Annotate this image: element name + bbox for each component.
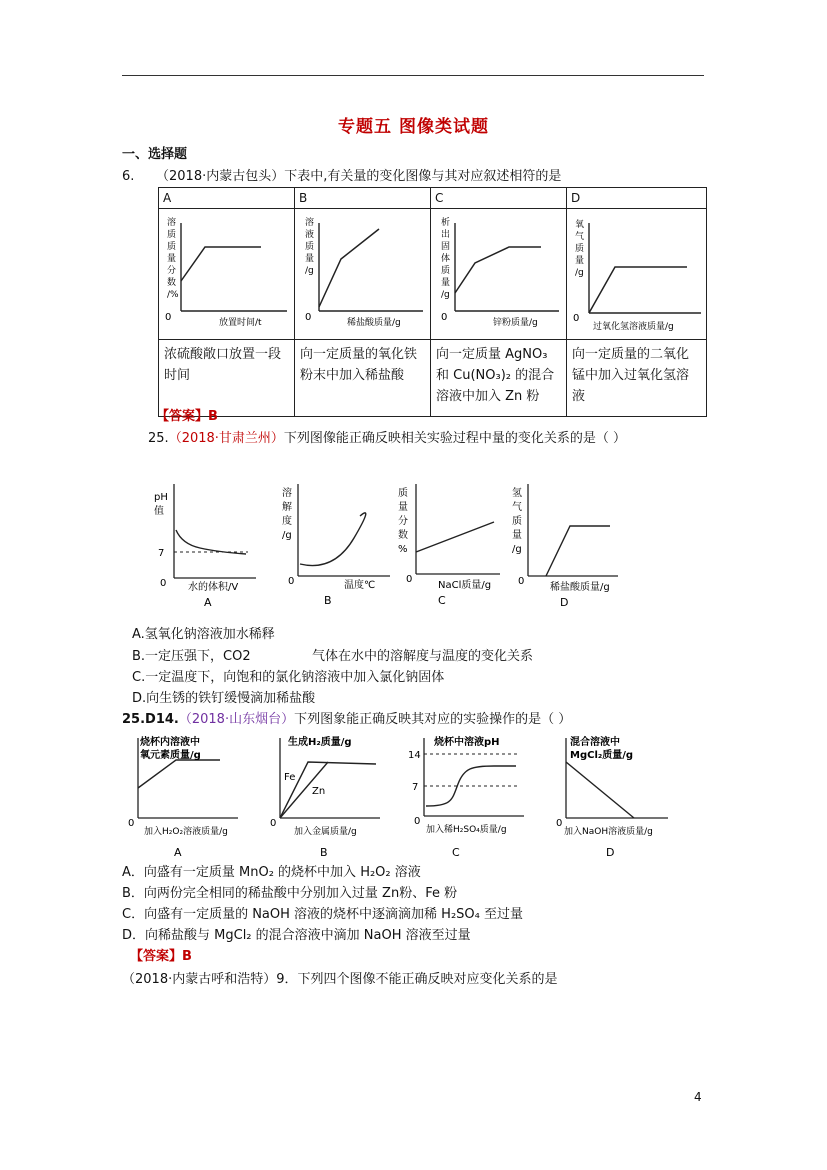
q6-d-origin: 0 bbox=[573, 313, 580, 324]
q14-b-label: B bbox=[320, 846, 328, 859]
q14-prefix: 25.D14. bbox=[122, 712, 179, 727]
q14-line bbox=[122, 711, 571, 729]
q6-graph-d bbox=[567, 209, 707, 340]
q6-c-origin: 0 bbox=[441, 312, 448, 323]
q6-c-ylabel-5: 质 bbox=[441, 266, 451, 276]
q14-b-series-zn: Zn bbox=[312, 786, 326, 797]
q25-d-ylabel-1: 氢 bbox=[512, 488, 522, 499]
q25-number: 25. bbox=[148, 431, 169, 446]
q14-a-ylabel-1: 烧杯内溶液中 bbox=[140, 737, 200, 748]
q6-c-ylabel-1: 析 bbox=[441, 218, 451, 228]
q6-desc-c: 向一定质量 AgNO₃ 和 Cu(NO₃)₂ 的混合溶液中加入 Zn 粉 bbox=[431, 340, 567, 417]
q25-b-xlabel: 温度℃ bbox=[344, 580, 376, 591]
q25-a-xlabel: 水的体积/V bbox=[188, 582, 239, 593]
q6-d-ylabel-1: 氧 bbox=[575, 220, 585, 230]
q25-d-ylabel-5: /g bbox=[512, 544, 522, 555]
q6-a-ylabel-1: 溶 bbox=[167, 218, 177, 228]
q6-desc-b: 向一定质量的氧化铁粉末中加入稀盐酸 bbox=[295, 340, 431, 417]
q14-source: （2018·山东烟台） bbox=[178, 712, 295, 727]
q14-c-origin: 0 bbox=[414, 816, 421, 827]
q6-d-ylabel-4: 量 bbox=[575, 256, 585, 266]
q14-graph-d bbox=[556, 735, 668, 859]
q6-a-xlabel: 放置时间/t bbox=[219, 318, 262, 328]
q25-d-xlabel: 稀盐酸质量/g bbox=[550, 582, 610, 593]
q6-c-xlabel: 锌粉质量/g bbox=[493, 318, 538, 328]
q6-stem: （2018·内蒙古包头）下表中,有关量的变化图像与其对应叙述相符的是 bbox=[156, 169, 562, 184]
q6-graph-a bbox=[159, 209, 295, 340]
q6-answer: 【答案】B bbox=[156, 409, 218, 424]
q6-c-ylabel-4: 体 bbox=[441, 254, 451, 264]
q6-d-ylabel-3: 质 bbox=[575, 244, 585, 254]
q14-a-label: A bbox=[174, 846, 182, 859]
q25-d-ylabel-3: 质 bbox=[512, 516, 522, 527]
q14-c-ylabel: 烧杯中溶液pH bbox=[434, 737, 500, 748]
q6-c-ylabel-2: 出 bbox=[441, 230, 451, 240]
q25-source: （2018·甘肃兰州） bbox=[168, 431, 284, 446]
q6-label-d: D bbox=[567, 188, 707, 209]
q14-graph-c bbox=[408, 735, 524, 859]
q6-c-ylabel-7: /g bbox=[441, 290, 450, 300]
q14-a-ylabel-2: 氧元素质量/g bbox=[140, 750, 201, 761]
q25-c-ylabel-1: 质 bbox=[398, 488, 408, 499]
q25-b-ylabel-3: 度 bbox=[282, 516, 292, 527]
q14-choice-d: D．向稀盐酸与 MgCl₂ 的混合溶液中滴加 NaOH 溶液至过量 bbox=[122, 928, 471, 943]
q14-a-xlabel: 加入H₂O₂溶液质量/g bbox=[144, 827, 228, 837]
q6-number: 6. bbox=[122, 169, 135, 184]
q6-c-ylabel-3: 固 bbox=[441, 242, 451, 252]
q25-choice-d: D.向生锈的铁钉缓慢滴加稀盐酸 bbox=[132, 691, 316, 706]
q14-d-xlabel: 加入NaOH溶液质量/g bbox=[564, 827, 653, 837]
q6-table bbox=[158, 187, 707, 417]
q6-a-ylabel-4: 量 bbox=[167, 254, 177, 264]
q25-d-origin: 0 bbox=[518, 576, 525, 587]
q25-c-ylabel-5: % bbox=[398, 544, 408, 555]
q6-label-c: C bbox=[431, 188, 567, 209]
doc-title: 专题五 图像类试题 bbox=[338, 117, 489, 137]
q25-stem: 下列图像能正确反映相关实验过程中量的变化关系的是（ ） bbox=[283, 431, 627, 446]
q14-b-origin: 0 bbox=[270, 818, 277, 829]
q6-d-ylabel-2: 气 bbox=[575, 232, 585, 242]
q6-a-ylabel-5: 分 bbox=[167, 266, 177, 276]
q25-b-ylabel-4: /g bbox=[282, 530, 292, 541]
q14-c-tick14: 14 bbox=[408, 750, 421, 761]
q25-b-label: B bbox=[324, 594, 332, 607]
section-heading: 一、选择题 bbox=[122, 147, 188, 162]
q6-a-origin: 0 bbox=[165, 312, 172, 323]
q14-d-ylabel-1: 混合溶液中 bbox=[570, 737, 620, 748]
q25-d-label: D bbox=[560, 596, 569, 609]
header-rule bbox=[122, 75, 704, 76]
q25-a-label: A bbox=[204, 596, 212, 609]
q14-c-xlabel: 加入稀H₂SO₄质量/g bbox=[426, 825, 507, 835]
q25-a-ylabel-1: pH bbox=[154, 492, 168, 503]
q6-b-ylabel-2: 液 bbox=[305, 230, 315, 240]
q25-c-ylabel-2: 量 bbox=[398, 502, 408, 513]
q6-b-ylabel-3: 质 bbox=[305, 242, 315, 252]
q14-d-origin: 0 bbox=[556, 818, 563, 829]
q6-b-ylabel-5: /g bbox=[305, 266, 314, 276]
q14-b-ylabel: 生成H₂质量/g bbox=[288, 737, 352, 748]
q6-a-ylabel-3: 质 bbox=[167, 242, 177, 252]
q14-choice-b: B．向两份完全相同的稀盐酸中分别加入过量 Zn粉、Fe 粉 bbox=[122, 886, 458, 901]
q6-graph-c bbox=[431, 209, 567, 340]
q14-d-ylabel-2: MgCl₂质量/g bbox=[570, 750, 634, 761]
q6-a-ylabel-6: 数 bbox=[167, 278, 177, 288]
q14-c-label: C bbox=[452, 846, 460, 859]
q25-b-ylabel-1: 溶 bbox=[282, 488, 292, 499]
q25-choice-c: C.一定温度下，向饱和的氯化钠溶液中加入氯化钠固体 bbox=[132, 670, 445, 685]
q25-graph-b bbox=[282, 484, 390, 607]
q25-graph-c bbox=[398, 484, 500, 607]
q25-line bbox=[148, 430, 626, 448]
q25-graph-d bbox=[512, 484, 618, 609]
q14-choice-a: A．向盛有一定质量 MnO₂ 的烧杯中加入 H₂O₂ 溶液 bbox=[122, 865, 421, 880]
q25-a-ylabel-2: 值 bbox=[154, 506, 164, 517]
q25-graph-a bbox=[154, 484, 256, 609]
q25-d-ylabel-4: 量 bbox=[512, 530, 522, 541]
q6-d-xlabel: 过氧化氢溶液质量/g bbox=[593, 322, 674, 332]
q6-b-ylabel-1: 溶 bbox=[305, 218, 315, 228]
q14-graph-a bbox=[128, 735, 238, 859]
q14-b-series-fe: Fe bbox=[284, 772, 296, 783]
q14-answer: 【答案】B bbox=[130, 949, 192, 964]
q25-b-ylabel-2: 解 bbox=[282, 502, 292, 513]
q25-choice-b-tail: 气体在水中的溶解度与温度的变化关系 bbox=[312, 649, 534, 664]
q25-a-origin: 0 bbox=[160, 578, 167, 589]
q14-b-xlabel: 加入金属质量/g bbox=[294, 827, 357, 837]
q25-choice-a: A.氢氧化钠溶液加水稀释 bbox=[132, 627, 275, 642]
q25-c-origin: 0 bbox=[406, 574, 413, 585]
q6-d-ylabel-5: /g bbox=[575, 268, 584, 278]
q25-c-xlabel: NaCl质量/g bbox=[438, 580, 492, 591]
q25-choice-b: B.一定压强下，CO2 bbox=[132, 649, 251, 664]
q6-b-origin: 0 bbox=[305, 312, 312, 323]
q6-desc-a: 浓硫酸敞口放置一段时间 bbox=[159, 340, 295, 417]
q6-b-ylabel-4: 量 bbox=[305, 254, 315, 264]
q25-c-ylabel-3: 分 bbox=[398, 516, 408, 527]
q6-b-xlabel: 稀盐酸质量/g bbox=[347, 318, 401, 328]
q9-stem: （2018·内蒙古呼和浩特）9．下列四个图像不能正确反映对应变化关系的是 bbox=[122, 972, 558, 987]
q6-graph-b bbox=[295, 209, 431, 340]
page-number: 4 bbox=[694, 1090, 702, 1104]
q25-b-origin: 0 bbox=[288, 576, 295, 587]
q14-figure bbox=[122, 732, 688, 862]
q14-stem: 下列图象能正确反映其对应的实验操作的是（ ） bbox=[294, 712, 572, 727]
q25-c-label: C bbox=[438, 594, 446, 607]
q6-label-b: B bbox=[295, 188, 431, 209]
q6-desc-d: 向一定质量的二氧化锰中加入过氧化氢溶液 bbox=[567, 340, 707, 417]
q6-c-ylabel-6: 量 bbox=[441, 278, 451, 288]
q25-a-tick7: 7 bbox=[158, 548, 165, 559]
q6-a-ylabel-2: 质 bbox=[167, 230, 177, 240]
q25-d-ylabel-2: 气 bbox=[512, 502, 522, 513]
q6-label-a: A bbox=[159, 188, 295, 209]
q6-a-ylabel-7: /% bbox=[167, 290, 179, 300]
q14-a-origin: 0 bbox=[128, 818, 135, 829]
q25-c-ylabel-4: 数 bbox=[398, 530, 408, 541]
q14-c-tick7: 7 bbox=[412, 782, 419, 793]
q14-choice-c: C．向盛有一定质量的 NaOH 溶液的烧杯中逐滴滴加稀 H₂SO₄ 至过量 bbox=[122, 907, 523, 922]
q14-graph-b bbox=[270, 735, 380, 859]
q25-figure bbox=[148, 478, 628, 610]
q14-d-label: D bbox=[606, 846, 615, 859]
